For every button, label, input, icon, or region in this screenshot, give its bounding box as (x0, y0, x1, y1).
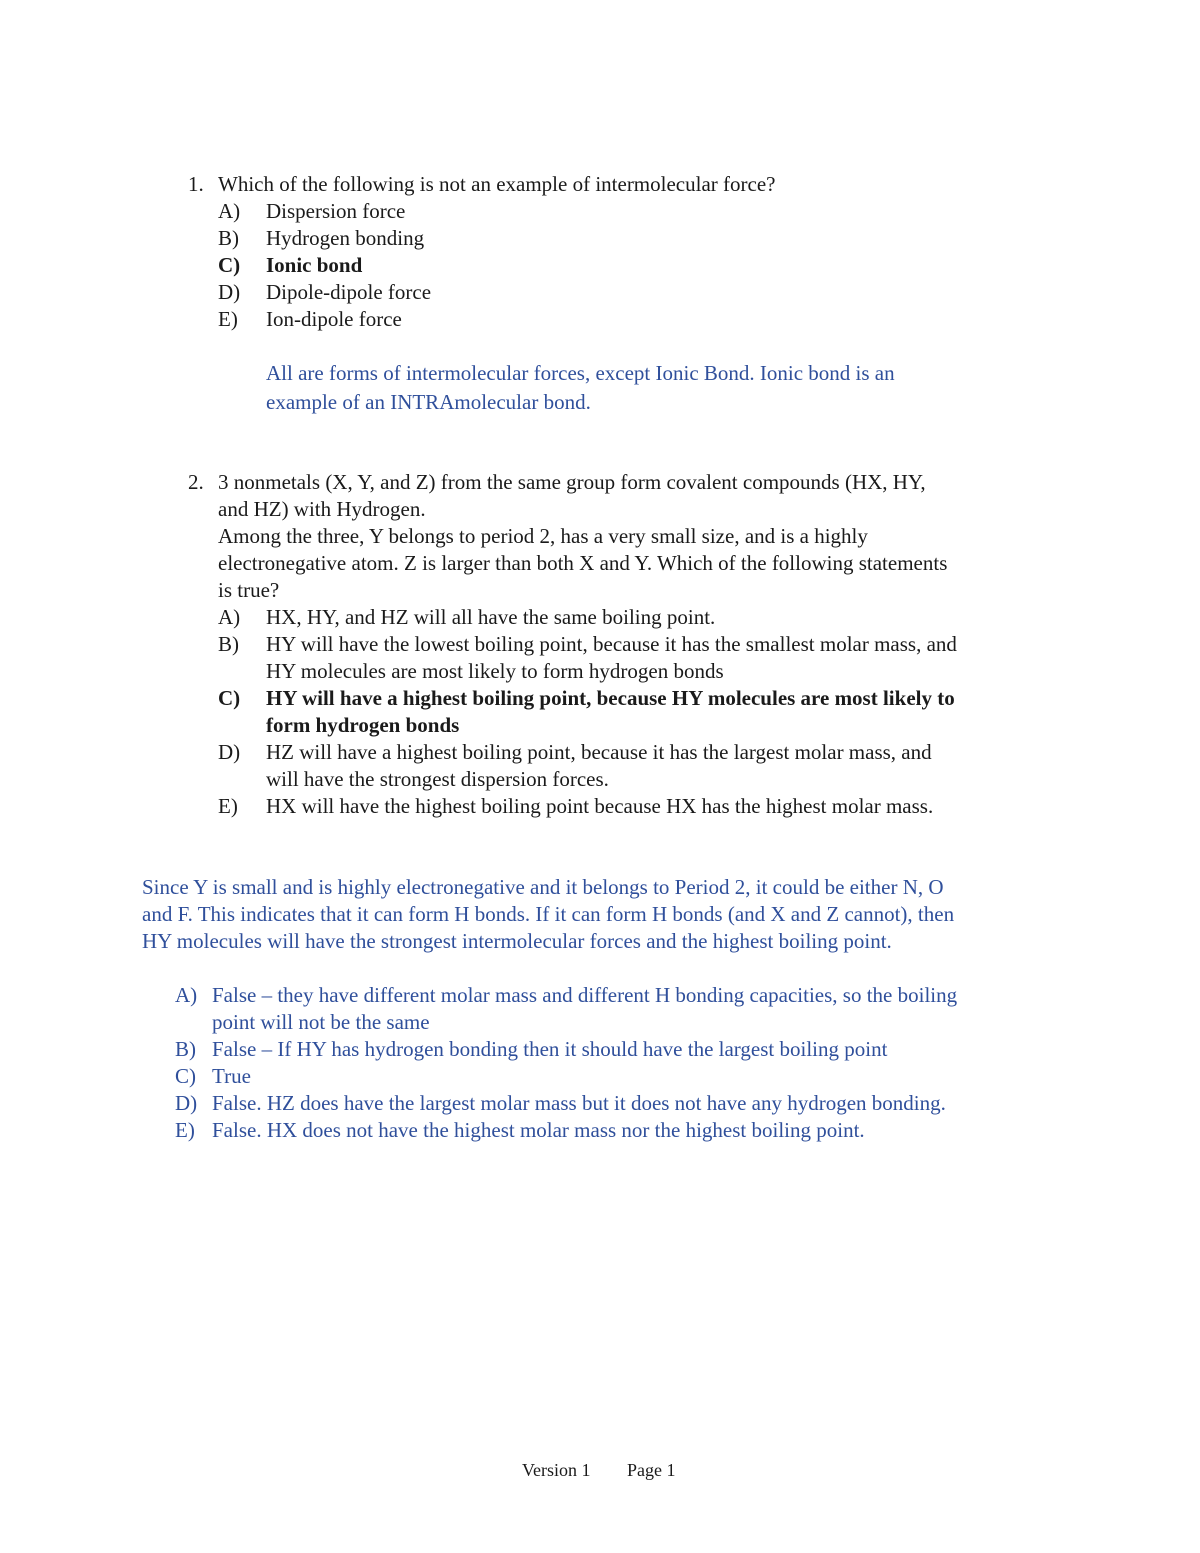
correct-option-text: form hydrogen bonds (266, 713, 460, 737)
option-text: Dipole-dipole force (266, 280, 432, 304)
explanation-line: All are forms of intermolecular forces, except Ionic Bond. Ionic bond is an (266, 361, 895, 385)
note-text: point will not be the same (212, 1010, 430, 1034)
option-letter: A) (218, 199, 241, 223)
explanation-line: HY molecules will have the strongest intermolecular forces and the highest boiling point. (142, 929, 892, 953)
note-text: False. HX does not have the highest molar mass nor the highest boiling point. (212, 1118, 865, 1142)
option-letter: B) (218, 632, 239, 656)
correct-option-text: HY will have a highest boiling point, because HY molecules are most likely to (266, 686, 955, 710)
option-letter: D) (218, 280, 241, 304)
correct-option-text: Ionic bond (266, 253, 363, 277)
question-text-line: electronegative atom. Z is larger than both X and Y. Which of the following statements (218, 551, 948, 575)
option-letter: E) (218, 307, 238, 331)
option-text: HY molecules are most likely to form hydrogen bonds (266, 659, 724, 683)
question-text-line: Among the three, Y belongs to period 2, has a very small size, and is a highly (218, 524, 868, 548)
option-text: Ion-dipole force (266, 307, 402, 331)
option-text: HX, HY, and HZ will all have the same boiling point. (266, 605, 716, 629)
option-letter: E) (218, 794, 238, 818)
question-text-line: and HZ) with Hydrogen. (218, 497, 426, 521)
note-text: False – they have different molar mass and different H bonding capacities, so the boiling (212, 983, 958, 1007)
option-letter: D) (218, 740, 241, 764)
explanation-line: and F. This indicates that it can form H bonds. If it can form H bonds (and X and Z cannot), then (142, 902, 955, 926)
question-text: Which of the following is not an example of intermolecular force? (218, 172, 776, 196)
explanation-line: Since Y is small and is highly electronegative and it belongs to Period 2, it could be either N, O (142, 875, 944, 899)
question-text-line: is true? (218, 578, 280, 602)
note-text: False. HZ does have the largest molar mass but it does not have any hydrogen bonding. (212, 1091, 946, 1115)
note-letter: E) (175, 1118, 195, 1142)
option-text: HZ will have a highest boiling point, because it has the largest molar mass, and (266, 740, 932, 764)
note-letter: B) (175, 1037, 196, 1061)
question-number: 1. (188, 172, 204, 196)
correct-option-letter: C) (218, 253, 241, 277)
option-text: Dispersion force (266, 199, 406, 223)
option-text: HX will have the highest boiling point because HX has the highest molar mass. (266, 794, 934, 818)
question-number: 2. (188, 470, 204, 494)
option-text: will have the strongest dispersion forces. (266, 767, 609, 791)
question-text-line: 3 nonmetals (X, Y, and Z) from the same group form covalent compounds (HX, HY, (218, 470, 926, 494)
footer-version: Version 1 (522, 1460, 591, 1480)
option-text: HY will have the lowest boiling point, because it has the smallest molar mass, and (266, 632, 957, 656)
option-text: Hydrogen bonding (266, 226, 425, 250)
note-letter: D) (175, 1091, 198, 1115)
note-text: False – If HY has hydrogen bonding then it should have the largest boiling point (212, 1037, 888, 1061)
option-letter: A) (218, 605, 241, 629)
footer-page: Page 1 (627, 1460, 676, 1480)
note-text: True (212, 1064, 251, 1088)
correct-option-letter: C) (218, 686, 241, 710)
note-letter: A) (175, 983, 198, 1007)
explanation-line: example of an INTRAmolecular bond. (266, 390, 591, 414)
note-letter: C) (175, 1064, 196, 1088)
option-letter: B) (218, 226, 239, 250)
